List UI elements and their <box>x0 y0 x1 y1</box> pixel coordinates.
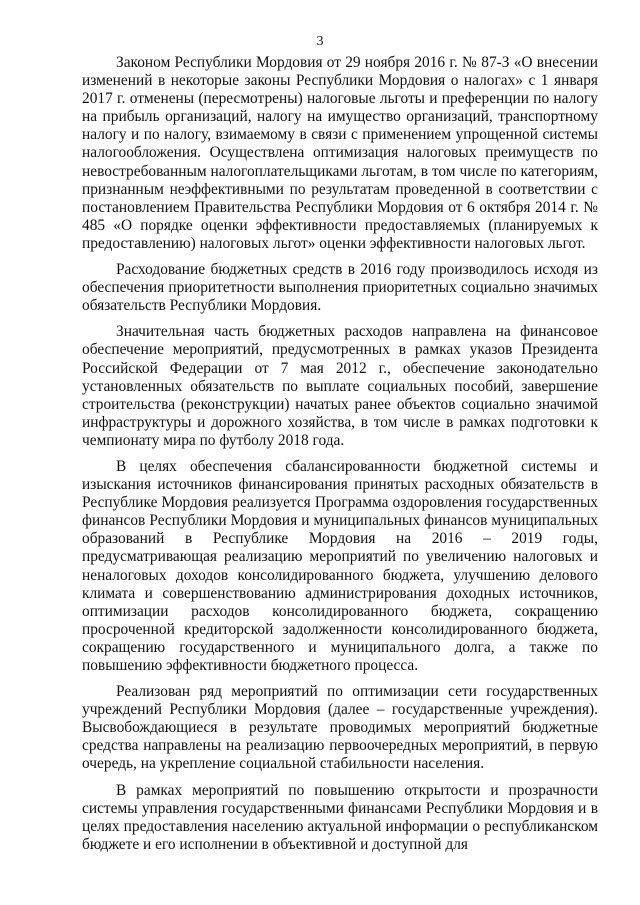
paragraph-transparency: В рамках мероприятий по повышению открытости и прозрачности системы управления государственными финансами Республики Мордовия и в целях предоставления населению актуальной информации о республиканском бюджете и его исполнении в объективной и доступной для <box>82 781 598 853</box>
paragraph-recovery-program: В целях обеспечения сбалансированности бюджетной системы и изыскания источников финансирования принятых расходных обязательств в Республике Мордовия реализуется Программа оздоровления государственных финансов Республики Мордовия и муниципальных финансов муниципальных образований в Республике Мордовия на 2016 – 2019 годы, предусматривающая реализацию мероприятий по увеличению налоговых и неналоговых доходов консолидированного бюджета, улучшению делового климата и совершенствованию администрирования доходных источников, оптимизации расходов консолидированного бюджета, сокращению просроченной кредиторской задолженности консолидированного бюджета, сокращению государственного и муниципального долга, а также по повышению эффективности бюджетного процесса. <box>82 457 598 674</box>
paragraph-tax-benefits: Законом Республики Мордовия от 29 ноября 2016 г. № 87-З «О внесении изменений в некоторые законы Республики Мордовия о налогах» с 1 января 2017 г. отменены (пересмотрены) налоговые льготы и преференции по налогу на прибыль организаций, налогу на имущество организаций, транспортному налогу и по налогу, взимаемому в связи с применением упрощенной системы налогообложения. Осуществлена оптимизация налоговых преимуществ по невостребованным налогоплательщиками льготам, в том числе по категориям, признанным неэффективными по результатам проведенной в соответствии с постановлением Правительства Республики Мордовия от 6 октября 2014 г. № 485 «О порядке оценки эффективности предоставляемых (планируемых к предоставлению) налоговых льгот» оценки эффективности налоговых льгот. <box>82 54 598 252</box>
page-number: 3 <box>316 34 324 49</box>
document-body <box>82 54 598 854</box>
paragraph-budget-spending: Расходование бюджетных средств в 2016 году производилось исходя из обеспечения приоритетности выполнения приоритетных социально значимых обязательств Республики Мордовия. <box>82 261 598 315</box>
paragraph-institution-optimization: Реализован ряд мероприятий по оптимизации сети государственных учреждений Республики Мордовия (далее – государственные учреждения). Высвобождающиеся в результате проводимых мероприятий бюджетные средства направлены на реализацию первоочередных мероприятий, в первую очередь, на укрепление социальной стабильности населения. <box>82 683 598 773</box>
paragraph-budget-expenses: Значительная часть бюджетных расходов направлена на финансовое обеспечение мероприятий, предусмотренных в рамках указов Президента Российской Федерации от 7 мая 2012 г., обеспечение законодательно установленных обязательств по выплате социальных пособий, завершение строительства (реконструкции) начатых ранее объектов социально значимой инфраструктуры и дорожного хозяйства, в том числе в рамках подготовки к чемпионату мира по футболу 2018 года. <box>82 323 598 449</box>
